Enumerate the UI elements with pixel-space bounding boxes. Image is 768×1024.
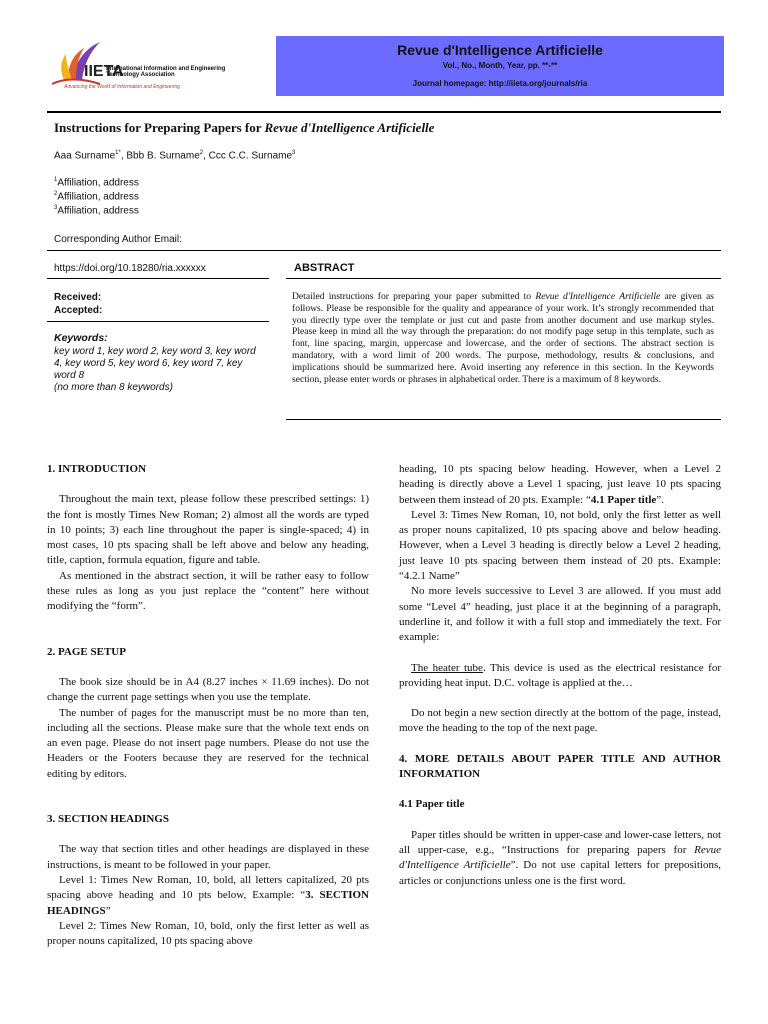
section-1-paragraph-2: As mentioned in the abstract section, it will be rather easy to follow these rules as long as you just replace the “content” here without modifying the “form”. [47,569,369,613]
logo-association-name: International Information and Engineering Technology Association [106,66,226,78]
logo-tagline: Advancing the World of Information and Engineering [64,84,180,90]
author-list: Aaa Surname$^{1*}$, Bbb B. Surname$^2$, Ccc C.C. Surname$^3$ [54,150,296,162]
section-1-paragraph-1: Throughout the main text, please follow these prescribed settings: 1) the font is mostly Times New Roman; 2) almost all the words are typed in 10 points; 3) each line throughout the paper is single-spaced; 4) in most cases, 10 pts spacing shall be left above and below any heading, title, caption, formula equation, figure and table. [47,493,369,567]
section-3-paragraph-2: Level 1: Times New Roman, 10, bold, all letters capitalized, 20 pts spacing above heading and 10 pts below, Example: “3. SECTION HEADINGS” [47,873,369,917]
section-2-paragraph-2: The number of pages for the manuscript must be no more than ten, including all the sections. Please make sure that the whole text ends on an even page. Please do not insert page numbers. Please do not use the Headers or the Footers because they are reserved for the technical editing by editors. [47,706,369,780]
section-2-heading: 2. PAGE SETUP [47,645,126,658]
accepted-label: Accepted: [54,305,103,316]
section-2-paragraph-1: The book size should be in A4 (8.27 inches × 11.69 inches). Do not change the current page settings when you use the template. [47,675,369,704]
section-4-1-heading: 4.1 Paper title [399,798,465,811]
section-4-heading: 4. MORE DETAILS ABOUT PAPER TITLE AND AUTHOR INFORMATION [399,752,721,781]
rule-under-abstract-heading [286,278,721,279]
rule-under-dates [47,321,269,322]
section-3-paragraph-3: Level 2: Times New Roman, 10, bold, only the first letter as well as proper nouns capitalized, 10 pts spacing above [47,919,369,948]
section-3-paragraph-1: The way that section titles and other headings are displayed in these instructions, is meant to be followed in your paper. [47,843,369,871]
body-right-column [399,462,721,889]
example-paragraph: The heater tube. This device is used as the electrical resistance for providing heat input. D.C. voltage is applied at the… [399,661,722,689]
page-break-paragraph: Do not begin a new section directly at the bottom of the page, instead, move the heading to the top of the next page. [399,707,721,735]
paper-title: Instructions for Preparing Papers for Revue d'Intelligence Artificielle [54,120,435,135]
section-4-1-paragraph-1: Paper titles should be written in upper-case and lower-case letters, not all upper-case, e.g., “Instructions for preparing papers for Revue d'Intelligence Artificielle”. Do not use capital letters for prepositions, articles or conjunctions unless one is the first word. [399,828,721,887]
affiliation-1: $^1$Affiliation, address [54,177,139,189]
level-4-paragraph: No more levels successive to Level 3 are allowed. If you must add some “Level 4” heading, just place it at the beginning of a paragraph, underline it, and follow it with a full stop and immediately the text. For example: [399,585,721,644]
body-left-column [47,462,369,949]
section-3-paragraph-3-continued: heading, 10 pts spacing below heading. However, when a Level 2 heading is directly above a Level 1 spacing, just leave 10 pts spacing between them instead of 20 pts. Example: “4.1 Paper title”. [399,463,721,506]
header-rule [47,111,721,113]
affiliation-3: $^3$Affiliation, address [54,205,139,217]
keywords-text: key word 1, key word 2, key word 3, key word 4, key word 5, key word 6, key word 7, key word 8 (no more than 8 keywords) [54,346,256,393]
received-label: Received: [54,292,102,303]
rule-under-abstract [286,419,721,420]
level-3-paragraph: Level 3: Times New Roman, 10, not bold, only the first letter as well as proper nouns capitalized, 10 pts spacing above and below heading. However, when a Level 3 heading is directly below a Level 2 heading, just leave 10 pts spacing between them instead of 20 pts. Example: “4.2.1 Name” [399,508,721,583]
abstract-heading: ABSTRACT [294,262,355,274]
abstract-body: Detailed instructions for preparing your paper submitted to Revue d'Intelligence Artificielle are given as follows. Please be responsible for the quality and appearance of your work. It’s strongly recommended that you directly type over the template or just cut and paste from another document and use markup styles. Please keep in mind all the way through the preparation: do not modify page setup in this template, such as font, line spacing, margin, uppercase and lowercase, and the order of sections. The abstract section is mandatory, with a word limit of 200 words. The purpose, methodology, results & conclusions, and implications should be summarized here. Avoid inserting any reference in this section. In the Keywords section, please enter words or phrases in alphabetical order. There is a maximum of 8 keywords. [292,291,714,385]
corresponding-email: Corresponding Author Email: [54,234,182,245]
journal-title: Revue d'Intelligence Artificielle [397,42,603,58]
affiliation-2: $^2$Affiliation, address [54,191,139,203]
doi-link[interactable]: https://doi.org/10.18280/ria.xxxxxx [54,263,206,274]
journal-homepage-link[interactable]: Journal homepage: http://iieta.org/journals/ria [412,79,588,88]
section-1-heading: 1. INTRODUCTION [47,463,147,475]
rule-under-email [47,250,721,251]
journal-volume: Vol., No., Month, Year, pp. **-** [442,61,558,70]
logo-wordmark: IIETA [84,63,124,80]
rule-under-doi [47,278,269,279]
keywords-label: Keywords: [54,332,108,344]
section-3-heading: 3. SECTION HEADINGS [47,813,169,826]
